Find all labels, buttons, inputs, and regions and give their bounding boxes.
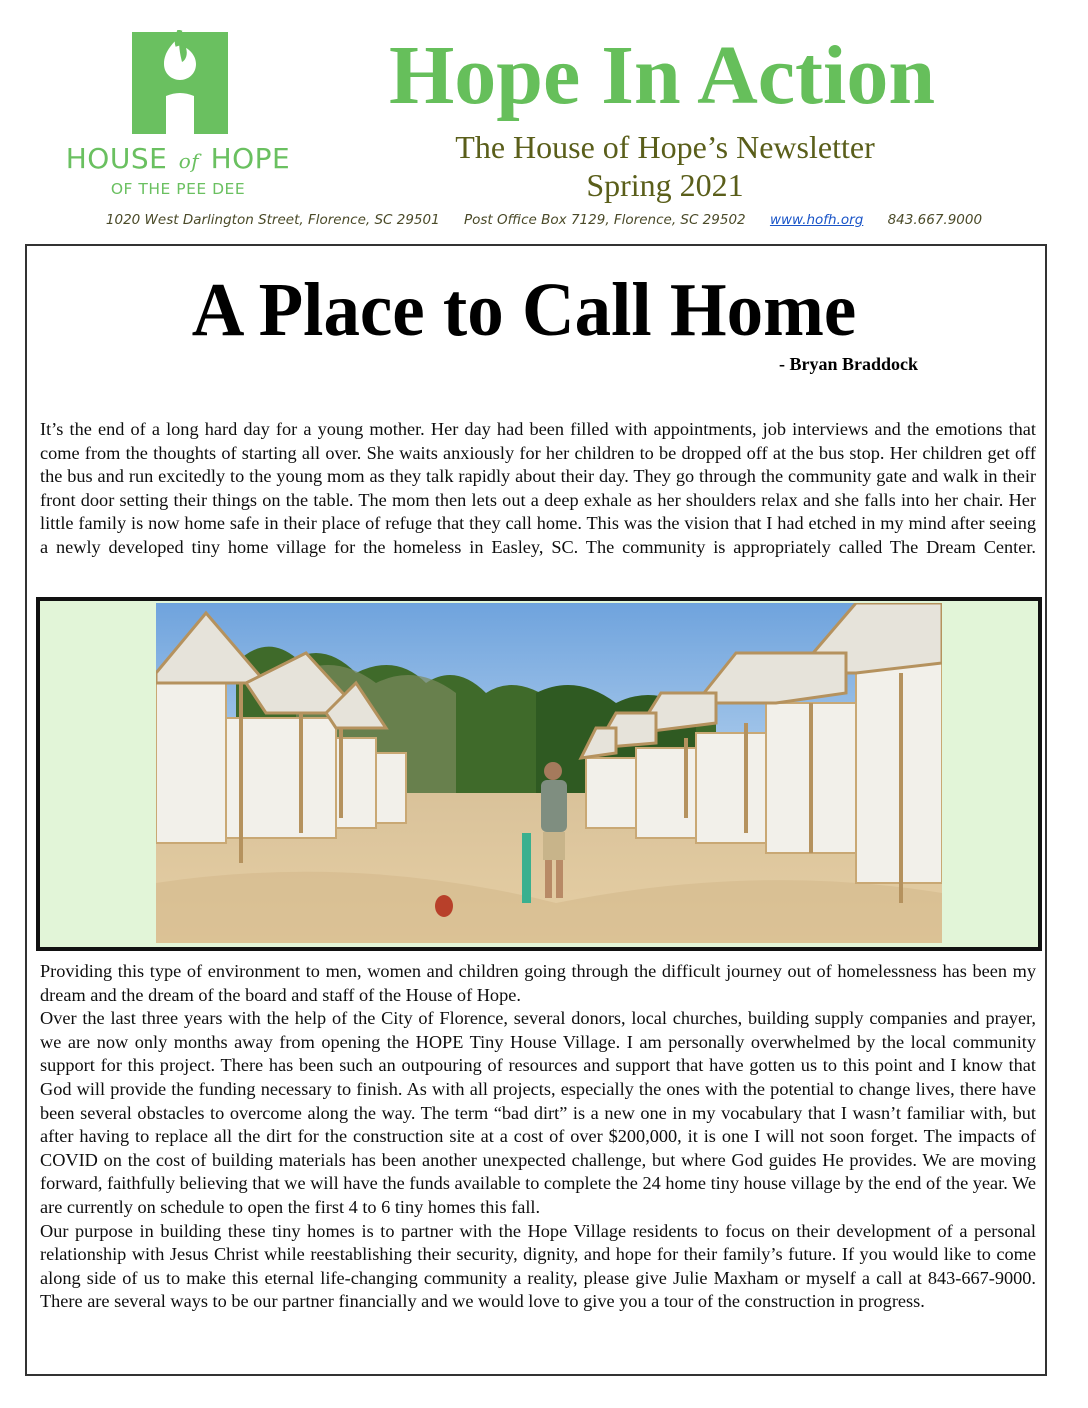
street-address: 1020 West Darlington Street, Florence, SC 29501 [105,212,440,228]
body-paragraph: Over the last three years with the help of the City of Florence, several donors, local churches, building supply companies and prayer, we are now only months away from opening the HOPE Tiny House Village. I am personally overwhelmed by the local community support for this project. There has been such an outpouring of resources and support that have gotten us to this point and I know that God will provide the funding necessary to finish. As with all projects, especially the ones with the potential to change lives, there have been several obstacles to overcome along the way. The term “bad dirt” is a new one in my vocabulary that I wasn’t familiar with, but after having to replace all the dirt for the construction site at a cost of over $200,000, it is one I will not soon forget. The impacts of COVID on the cost of building materials has been another unexpected challenge, but where God guides He provides. We are moving forward, faithfully believing that we will have the funds available to complete the 24 home tiny house village by the end of the year. We are currently on schedule to open the first 4 to 6 tiny homes this fall. [40,1008,1036,1217]
logo-word-house: HOUSE [65,142,168,175]
po-box-address: Post Office Box 7129, Florence, SC 29502 [464,212,746,228]
newsletter-issue: Spring 2021 [586,167,744,203]
body-paragraph: Our purpose in building these tiny homes is to partner with the Hope Village residents to focus on their development of a personal relationship with Jesus Christ while reestablishing their security, dignity, and hope for their family’s future. If you would like to come along side of us to make this eternal life-changing community a reality, please give Julie Maxham or myself a call at 843-667-9000. There are several ways to be our partner financially and we would love to give you a tour of the construction in progress. [40,1220,1036,1312]
article-intro-paragraph: It’s the end of a long hard day for a young mother. Her day had been filled with appointments, job interviews and the emotions that come from the thoughts of starting all over. She waits anxiously for her children to be dropped off at the bus stop. Her children get off the bus and run excitedly to the young mom as they talk rapidly about their day. They go through the community gate and walk in their front door setting their things on the table. The mom then lets out a deep exhale as her shoulders relax and she falls into her chair. Her little family is now home safe in their place of refuge that they call home. This was the vision that I had etched in my mind after seeing a newly developed tiny home village for the homeless in Easley, SC. The community is appropriately called The Dream Center. [40,419,1036,557]
newsletter-subtitle-block [380,128,950,204]
website-link[interactable]: www.hofh.org [769,212,864,228]
newsletter-title: Hope In Action [388,29,936,122]
logo-word-of: of [178,149,200,173]
phone-number: 843.667.9000 [887,212,983,228]
body-paragraph: Providing this type of environment to men, women and children going through the difficult journey out of homelessness has been my dream and the dream of the board and staff of the House of Hope. [40,961,1036,1005]
newsletter-subtitle: The House of Hope’s Newsletter [455,129,875,165]
article-body [40,960,1036,1314]
article-byline: - Bryan Braddock [778,354,918,374]
contact-bar [40,212,1048,228]
logo-wordmark [52,142,304,175]
house-of-hope-logo [52,28,304,200]
flame-h-icon [132,30,228,134]
photo-frame [36,597,1042,951]
logo-word-hope: HOPE [210,142,291,175]
article-headline: A Place to Call Home [191,268,857,352]
logo-subtitle: OF THE PEE DEE [110,180,246,198]
tiny-house-village-photo [156,603,942,943]
